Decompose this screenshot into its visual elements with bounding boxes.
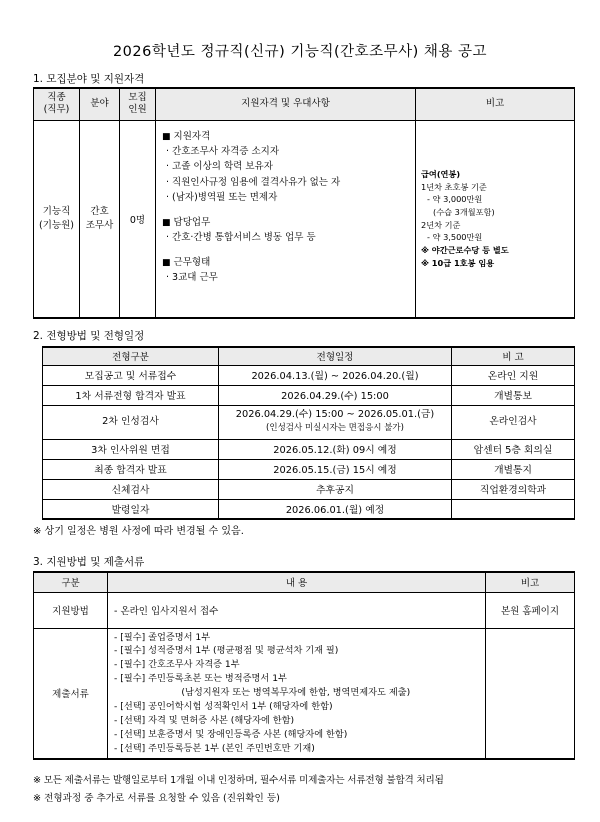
shift-item: · 3교대 근무 <box>166 272 218 284</box>
header-qualification: 지원자격 및 우대사항 <box>156 88 416 120</box>
schedule-row: 모집공고 및 서류접수 2026.04.13.(월) ~ 2026.04.20.(월) 온라인 지원 <box>43 365 575 385</box>
qual-item: · (남자)병역필 또는 면제자 <box>166 192 278 204</box>
salary-line: 2년차 기준 <box>421 219 461 230</box>
header-note: 비고 <box>416 88 575 120</box>
documents-table <box>33 571 575 760</box>
qualification-cell <box>156 120 416 318</box>
header-content: 내 용 <box>108 572 486 592</box>
field-cell: 간호 조무사 <box>80 120 120 318</box>
schedule-row: 최종 합격자 발표 2026.05.15.(금) 15시 예정 개별통지 <box>43 459 575 479</box>
section1-heading: 1. 모집분야 및 지원자격 <box>33 73 145 85</box>
doc-item: - [선택] 공인어학시험 성적확인서 1부 (해당자에 한함) <box>114 701 333 713</box>
documents-row: 제출서류 - [필수] 졸업증명서 1부 - [필수] 성적증명서 1부 (평균평점 및 평균석차 기재 필) - [필수] 간호조무사 자격증 1부 - [필수] 주민등록초본 또는 병적증명서 1부 (남성지원자 또는 병역복무자에 한함, 병역면제자도 제출) - [선택] 공인어학시험 성적확인서 1부 (해당자에 한함) - [선택] 자격 및 면허증 사본 (해당자에 한함) - [선택] 보훈증명서 및 장애인등록증 사본 (해당자에 한함) - [선택] 주민등록등본 1부 (본인 주민번호만 기재) <box>34 628 575 759</box>
qual-item: · 고졸 이상의 학력 보유자 <box>166 161 273 173</box>
doc-item: - [선택] 보훈증명서 및 장애인등록증 사본 (해당자에 한함) <box>114 729 348 741</box>
count-cell: 0명 <box>120 120 156 318</box>
page-title: 2026학년도 정규직(신규) 기능직(간호조무사) 채용 공고 <box>112 44 488 60</box>
documents-list <box>108 628 486 759</box>
apply-method-row: 지원방법 - 온라인 입사지원서 접수 본원 홈페이지 <box>34 592 575 628</box>
section2-heading: 2. 전형방법 및 전형일정 <box>33 330 145 342</box>
duty-item: · 간호·간병 통합서비스 병동 업무 등 <box>166 232 316 244</box>
doc-item: - [선택] 자격 및 면허증 사본 (해당자에 한함) <box>114 715 295 727</box>
schedule-row: 1차 서류전형 합격자 발표 2026.04.29.(수) 15:00 개별통보 <box>43 385 575 405</box>
doc-item: - [필수] 주민등록초본 또는 병적증명서 1부 <box>114 673 287 685</box>
square-bullet-icon: ■ <box>162 257 171 268</box>
schedule-table <box>42 346 575 520</box>
header-note: 비 고 <box>452 347 575 365</box>
section3-heading: 3. 지원방법 및 제출서류 <box>33 556 145 568</box>
qual-item: · 직원인사규정 임용에 결격사유가 없는 자 <box>166 176 341 188</box>
doc-item: - [선택] 주민등록등본 1부 (본인 주민번호만 기재) <box>114 743 315 755</box>
salary-note-cell <box>416 120 575 318</box>
recruit-row <box>34 120 575 318</box>
doc-item: - [필수] 졸업증명서 1부 <box>114 631 211 643</box>
schedule-footnote: ※ 상기 일정은 병원 사정에 따라 변경될 수 있음. <box>33 526 244 537</box>
duty-title: 담당업무 <box>173 216 211 228</box>
header-field: 분야 <box>80 88 120 120</box>
header-type: 전형구분 <box>43 347 219 365</box>
salary-line: ※ 야간근로수당 등 별도 <box>421 245 509 256</box>
documents-footnote-1: ※ 모든 제출서류는 발행일로부터 1개월 이내 인정하며, 필수서류 미제출자는 서류전형 불합격 처리됨 <box>33 775 444 786</box>
job-cell: 기능직 (기능원) <box>34 120 80 318</box>
salary-heading: 급여(연봉) <box>421 168 461 179</box>
doc-item: - [필수] 성적증명서 1부 (평균평점 및 평균석차 기재 필) <box>114 645 339 657</box>
square-bullet-icon: ■ <box>162 217 171 228</box>
header-count: 모집 인원 <box>120 88 156 120</box>
schedule-row: 3차 인사위원 면접 2026.05.12.(화) 09시 예정 암센터 5층 회의실 <box>43 439 575 459</box>
doc-item: - [필수] 간호조무사 자격증 1부 <box>114 659 240 671</box>
recruit-header-row <box>34 88 575 120</box>
schedule-header-row <box>43 347 575 365</box>
qual-item: · 간호조무사 자격증 소지자 <box>166 146 280 158</box>
salary-line: - 약 3,000만원 <box>427 194 483 205</box>
header-job: 직종 (직무) <box>34 88 80 120</box>
header-type: 구분 <box>34 572 108 592</box>
salary-line: - 약 3,500만원 <box>427 232 483 243</box>
salary-line: 1년차 초호봉 기준 <box>421 181 487 192</box>
documents-footnote-2: ※ 전형과정 중 추가로 서류를 요청할 수 있음 (진위확인 등) <box>33 793 280 804</box>
square-bullet-icon: ■ <box>162 131 171 142</box>
schedule-row: 발령일자 2026.06.01.(월) 예정 <box>43 499 575 519</box>
salary-line: ※ 10급 1호봉 임용 <box>421 257 495 268</box>
header-note: 비고 <box>486 572 575 592</box>
shift-title: 근무형태 <box>173 256 211 268</box>
header-schedule: 전형일정 <box>219 347 452 365</box>
schedule-row: 신체검사 추후공지 직업환경의학과 <box>43 479 575 499</box>
qual-title: 지원자격 <box>173 130 211 142</box>
recruit-table <box>33 87 575 319</box>
doc-item: (남성지원자 또는 병역복무자에 한함, 병역면제자도 제출) <box>158 687 411 699</box>
salary-line: (수습 3개월포함) <box>433 207 495 218</box>
schedule-row: 2차 인성검사 2026.04.29.(수) 15:00 ~ 2026.05.01.(금) (인성검사 미실시자는 면접응시 불가) 온라인검사 <box>43 405 575 439</box>
documents-header-row <box>34 572 575 592</box>
